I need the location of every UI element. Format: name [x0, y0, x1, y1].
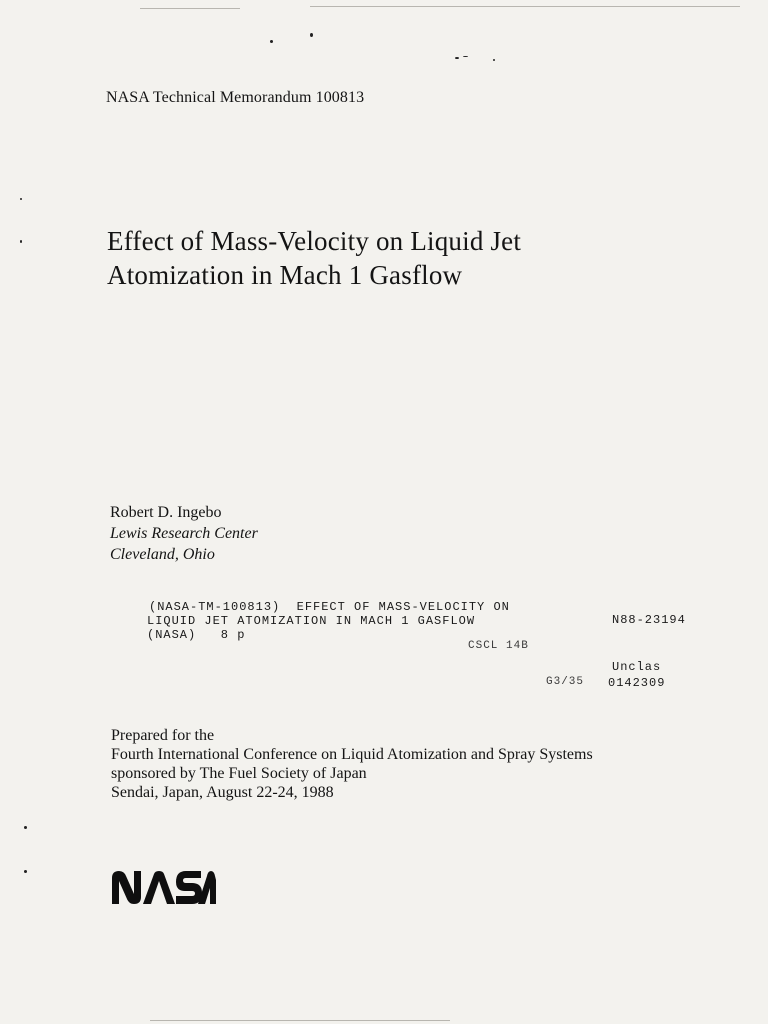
- scan-speck: [20, 240, 22, 243]
- title-line-2: Atomization in Mach 1 Gasflow: [107, 260, 463, 290]
- scan-edge-line: [310, 6, 740, 7]
- scan-edge-line: [150, 1020, 450, 1021]
- catalog-stamp-line-1: (NASA-TM-100813) EFFECT OF MASS-VELOCITY ON: [149, 600, 510, 614]
- scan-edge-line: [140, 8, 240, 9]
- prepared-line-2: Fourth International Conference on Liquid Atomization and Spray Systems: [111, 746, 593, 763]
- document-title: [107, 224, 521, 292]
- prepared-line-3: sponsored by The Fuel Society of Japan: [111, 765, 367, 782]
- scan-speck: [20, 198, 22, 200]
- scan-speck: [24, 870, 27, 873]
- scan-speck: [493, 59, 495, 61]
- scan-speck: [270, 40, 273, 43]
- prepared-line-4: Sendai, Japan, August 22-24, 1988: [111, 784, 334, 801]
- catalog-stamp-group: G3/35: [546, 676, 585, 688]
- nasa-logo: [110, 870, 216, 904]
- author-center: Lewis Research Center: [110, 525, 258, 542]
- prepared-line-1: Prepared for the: [111, 727, 215, 744]
- prepared-for-block: [111, 726, 593, 802]
- catalog-stamp-accession: N88-23194: [612, 613, 686, 627]
- author-block: [110, 502, 258, 565]
- catalog-stamp-doc-id: 0142309: [608, 676, 666, 690]
- catalog-stamp-line-3: (NASA) 8 p: [147, 628, 246, 642]
- author-location: Cleveland, Ohio: [110, 546, 215, 563]
- scan-speck: [455, 57, 459, 59]
- title-line-1: Effect of Mass-Velocity on Liquid Jet: [107, 226, 522, 256]
- author-name: Robert D. Ingebo: [110, 504, 222, 521]
- catalog-stamp-unclas: Unclas: [612, 660, 662, 674]
- scan-speck: [24, 826, 27, 829]
- scan-speck: [463, 56, 468, 57]
- scan-speck: [310, 33, 313, 37]
- catalog-stamp-line-2: LIQUID JET ATOMIZATION IN MACH 1 GASFLOW: [147, 614, 476, 628]
- memorandum-number: NASA Technical Memorandum 100813: [106, 89, 365, 106]
- catalog-stamp-cscl: CSCL 14B: [468, 640, 529, 652]
